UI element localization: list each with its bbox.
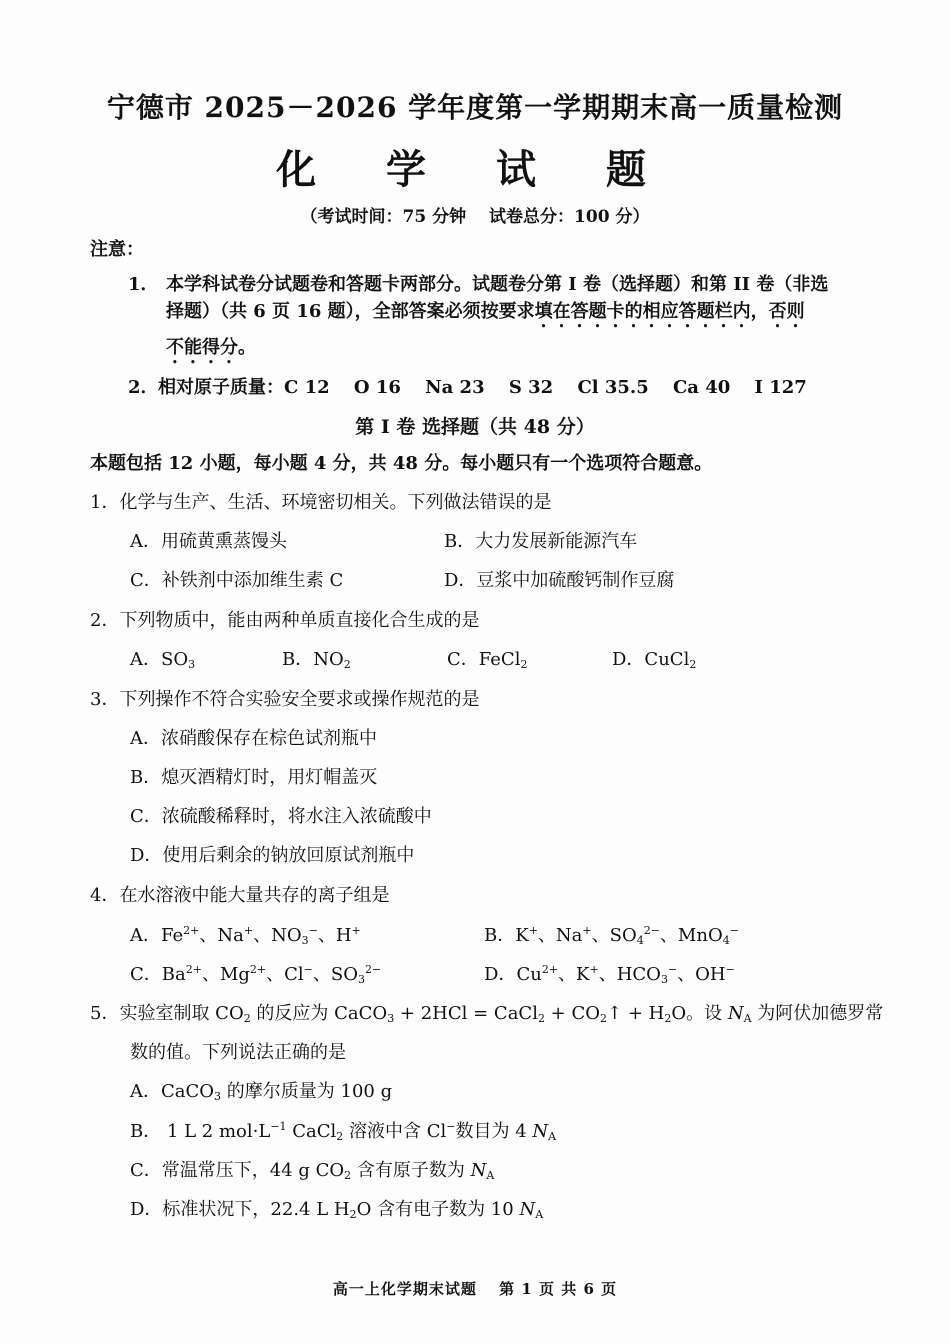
q1-option-c: C．补铁剂中添加维生素 C	[130, 570, 344, 591]
q5-stem-a: 5．实验室制取 CO	[90, 1003, 244, 1024]
q5-c-part1: C．常温常压下，44 g CO	[130, 1160, 345, 1181]
notice-item1-line2	[166, 300, 805, 332]
notice-emphasis-otherwise: 否则	[768, 301, 805, 322]
notice-emphasis-no-score: 不能得分	[166, 337, 238, 358]
q2-a-sub: 3	[188, 658, 196, 671]
notice-item1-line3	[166, 336, 256, 368]
q1-stem: 1．化学与生产、生活、环境密切相关。下列做法错误的是	[90, 492, 552, 513]
q3-option-d: D．使用后剩余的钠放回原试剂瓶中	[130, 845, 415, 866]
q5-a-part1: A．CaCO	[130, 1081, 215, 1102]
notice-item1-line1: 本学科试卷分试题卷和答题卡两部分。试题卷分第 I 卷（选择题）和第 II 卷（非选	[166, 274, 829, 295]
q4-a-label: A．	[130, 925, 161, 946]
q5-stem-line1: 5．实验室制取 $CO_2$ 的反应为 CaCO$_3$ + 2HCl = CaCl$_2$ + $CO_2↑ + H_2O$。设 $N_A$ 为阿伏加德罗常	[90, 1003, 884, 1025]
q5-option-a: A．CaCO$_3$ 的摩尔质量为 100 g	[130, 1081, 393, 1103]
q5-stem-c: + 2HCl = CaCl	[394, 1003, 538, 1024]
notice-item1-line2-c: ，	[750, 301, 769, 322]
q5-option-b: B． 1 L 2 $mol\cdot L^{-1}$ CaCl$_2$ 溶液中含 Cl−数目为 4 $N_A$	[130, 1120, 557, 1143]
q1-option-b: B．大力发展新能源汽车	[444, 531, 638, 552]
q5-b-part1: B． 1 L 2 mol·L	[130, 1121, 271, 1142]
q5-stem-f: O。设	[671, 1003, 728, 1024]
q2-a-text: A．SO	[130, 649, 189, 670]
q5-c-part2: 含有原子数为	[351, 1160, 471, 1181]
q4-b-label: B．	[484, 925, 516, 946]
exam-title: 宁德市 2025－2026 学年度第一学期期末高一质量检测	[106, 91, 844, 124]
q5-stem-b: 的反应为 CaCO	[250, 1003, 388, 1024]
q1-option-d: D．豆浆中加硫酸钙制作豆腐	[444, 570, 675, 591]
q2-option-c	[447, 648, 527, 672]
q4-option-b: B．K+、Na+、$SO_4^{2-}$、MnO$_4$−	[484, 924, 739, 947]
notice-item1-line2-a: 择题）（共 6 页 16 题），全部答案必须按要求	[166, 301, 535, 322]
q5-option-c: C．常温常压下，44 g $CO_2$ 含有原子数为 $N_A$	[130, 1160, 495, 1182]
notice-emphasis-answer-sheet: 填在答题卡的相应答题栏内	[534, 301, 751, 322]
q2-d-text: D．CuCl	[612, 649, 690, 670]
q2-b-sub: 2	[343, 658, 351, 671]
q2-b-text: B．NO	[282, 649, 344, 670]
notice-item2-text: 相对原子质量：C 12 O 16 Na 23 S 32 Cl 35.5 Ca 40 I 127	[158, 377, 807, 398]
q5-d-part2: O 含有电子数为 10	[356, 1199, 520, 1220]
q5-stem-line2: 数的值。下列说法正确的是	[130, 1042, 346, 1063]
q2-c-text: C．FeCl	[447, 649, 521, 670]
q2-option-b	[282, 648, 351, 672]
notice-label: 注意：	[90, 239, 144, 260]
q4-stem: 4．在水溶液中能大量共存的离子组是	[90, 885, 390, 906]
subject-title: 化 学 试 题	[276, 146, 674, 193]
q2-option-a	[130, 648, 195, 672]
exam-info: （考试时间：75 分钟 试卷总分：100 分）	[300, 207, 650, 227]
q2-d-sub: 2	[689, 658, 697, 671]
q4-c-label: C．	[130, 964, 162, 985]
q2-c-sub: 2	[520, 658, 528, 671]
section1-title: 第 I 卷 选择题（共 48 分）	[355, 416, 595, 438]
q5-b-part2: CaCl	[286, 1121, 337, 1142]
notice-item1-number: 1．	[128, 274, 159, 295]
notice-item1-line3-end: 。	[238, 337, 256, 358]
q5-b-part3: 溶液中含 Cl	[343, 1121, 447, 1142]
q5-stem-e: ↑ + H	[607, 1003, 665, 1024]
q2-option-d	[612, 648, 696, 672]
q4-option-d: D．$Cu^{2+}$、K+、$HCO_3^-$、OH−	[484, 963, 735, 986]
q5-stem-g: 为阿伏加德罗常	[751, 1003, 884, 1024]
section1-intro: 本题包括 12 小题，每小题 4 分，共 48 分。每小题只有一个选项符合题意。	[90, 453, 713, 474]
q5-option-d: D．标准状况下，22.4 L $H_2O$ 含有电子数为 10 $N_A$	[130, 1199, 544, 1221]
q3-option-b: B．熄灭酒精灯时，用灯帽盖灭	[130, 767, 378, 788]
page-footer: 高一上化学期末试题 第 1 页 共 6 页	[332, 1280, 618, 1298]
q3-option-a: A．浓硝酸保存在棕色试剂瓶中	[130, 728, 377, 749]
q5-d-part1: D．标准状况下，22.4 L H	[130, 1199, 350, 1220]
q3-stem: 3．下列操作不符合实验安全要求或操作规范的是	[90, 689, 480, 710]
q5-stem-d: + CO	[544, 1003, 601, 1024]
q4-option-a: A．$Fe^{2+}$、Na+、$NO_3^-$、H+	[130, 924, 361, 947]
notice-item2-number: 2．	[128, 377, 159, 398]
q3-option-c: C．浓硫酸稀释时，将水注入浓硫酸中	[130, 806, 432, 827]
q4-d-label: D．	[484, 964, 517, 985]
q5-b-part4: 数目为 4	[455, 1121, 533, 1142]
q4-option-c: C．$Ba^{2+}$、$Mg^{2+}$、Cl−、$SO_3^{2-}$	[130, 963, 382, 986]
q5-a-part2: 的摩尔质量为 100 g	[221, 1081, 393, 1102]
q1-option-a: A．用硫黄熏蒸馒头	[130, 531, 287, 552]
q2-stem: 2．下列物质中，能由两种单质直接化合生成的是	[90, 610, 480, 631]
